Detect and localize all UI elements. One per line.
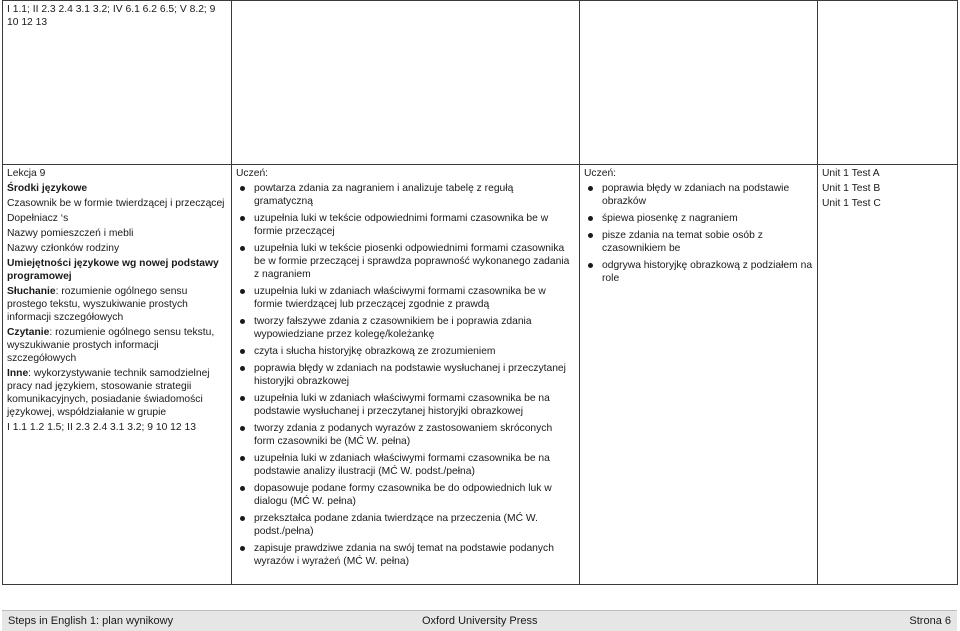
bullet-icon [240,186,245,191]
bullet-icon [588,186,593,191]
list-item-text: odgrywa historyjkę obrazkową z podziałem na role [602,260,813,284]
unit-test-b: Unit 1 Test B [822,183,881,194]
student-heading: Uczeń: [236,168,269,179]
list-item-text: tworzy zdania z podanych wyrazów z zastosowaniem skróconych form czasowniki be (MĆ W. pełna) [254,423,553,447]
outcomes-extended-list [584,182,813,285]
unit-test-c: Unit 1 Test C [822,198,881,209]
list-item [236,212,575,238]
unit-test-a: Unit 1 Test A [822,168,880,179]
prev-lesson-codes: I 1.1; II 2.3 2.4 3.1 3.2; IV 6.1 6.2 6.5; V 8.2; 9 10 12 13 [7,4,216,28]
list-item-text: poprawia błędy w zdaniach na podstawie obrazków [602,183,790,207]
list-item-text: uzupełnia luki w tekście piosenki odpowiednimi formami czasownika be w formie przeczącej i sprawdza poprawność wykonanego zadania z nagraniem [254,243,570,280]
student-heading: Uczeń: [584,168,617,179]
list-item-text: przekształca podane zdania twierdzące na przeczenia (MĆ W. podst./pełna) [254,513,538,537]
list-item-text: uzupełnia luki w tekście odpowiednimi formami czasownika be w formie przeczącej [254,213,549,237]
bullet-icon [240,456,245,461]
table-row [3,165,958,585]
footer-publisher: Oxford University Press [422,615,538,627]
skill-reading: Czytanie: rozumienie ogólnego sensu tekstu, wyszukiwanie prostych informacji szczegółowych [7,327,215,364]
bullet-icon [240,546,245,551]
list-item [236,242,575,281]
bullet-icon [588,263,593,268]
list-item [236,482,575,508]
list-item [584,182,813,208]
lesson-title: Lekcja 9 [7,168,46,179]
list-item [236,512,575,538]
prev-lesson-codes-cell [3,1,232,165]
footer-page-number: Strona 6 [909,615,951,627]
bullet-icon [240,396,245,401]
footer-title: Steps in English 1: plan wynikowy [8,615,174,627]
lesson-line: Nazwy członków rodziny [7,243,120,254]
list-item-text: powtarza zdania za nagraniem i analizuje tabelę z regułą gramatyczną [254,183,514,207]
list-item-text: dopasowuje podane formy czasownika be do odpowiednich luk w dialogu (MĆ W. pełna) [254,483,552,507]
section-language-heading: Środki językowe [7,183,88,194]
list-item [236,392,575,418]
bullet-icon [240,366,245,371]
list-item [236,285,575,311]
table-row [3,1,958,165]
list-item-text: pisze zdania na temat sobie osób z czasownikiem be [602,230,763,254]
list-item-text: poprawia błędy w zdaniach na podstawie wysłuchanej i przeczytanej historyjki obrazkowej [254,363,566,387]
lesson-plan-table [2,0,958,585]
skill-listening: Słuchanie: rozumienie ogólnego sensu prostego tekstu, wyszukiwanie prostych informacji szczegółowych [7,286,188,323]
bullet-icon [240,246,245,251]
list-item-text: zapisuje prawdziwe zdania na swój temat na podstawie podanych wyrazów i wyrażeń (MĆ W. pełna) [254,543,554,567]
outcomes-basic-list [236,182,575,568]
empty-cell [232,1,580,165]
outcomes-basic-cell [232,165,580,585]
bullet-icon [240,319,245,324]
list-item [584,229,813,255]
skill-other: Inne: wykorzystywanie technik samodzielnej pracy nad językiem, stosowanie strategii komunikacyjnych, posiadanie świadomości językowej, współdziałanie w grupie [7,368,210,418]
lesson-cell [3,165,232,585]
list-item [236,542,575,568]
list-item [236,182,575,208]
list-item [236,362,575,388]
bullet-icon [588,233,593,238]
list-item [236,345,575,358]
list-item-text: uzupełnia luki w zdaniach właściwymi formami czasownika be na podstawie wysłuchanej i przeczytanej historyjki obrazkowej [254,393,550,417]
outcomes-extended-cell [580,165,818,585]
bullet-icon [588,216,593,221]
list-item-text: uzupełnia luki w zdaniach właściwymi formami czasownika be na podstawie analizy ilustracji (MĆ W. podst./pełna) [254,453,550,477]
empty-cell [818,1,958,165]
section-skills-heading: Umiejętności językowe wg nowej podstawy programowej [7,258,219,282]
lesson-line: Czasownik be w formie twierdzącej i przeczącej [7,198,225,209]
list-item [584,259,813,285]
list-item-text: uzupełnia luki w zdaniach właściwymi formami czasownika be w formie twierdzącej lub przeczącej zgodnie z prawdą [254,286,546,310]
list-item-text: śpiewa piosenkę z nagraniem [602,213,738,224]
lesson-line: Dopełniacz ‘s [7,213,69,224]
bullet-icon [240,486,245,491]
list-item [236,315,575,341]
list-item [584,212,813,225]
units-cell [818,165,958,585]
bullet-icon [240,516,245,521]
empty-cell [580,1,818,165]
lesson-codes: I 1.1 1.2 1.5; II 2.3 2.4 3.1 3.2; 9 10 12 13 [7,422,196,433]
list-item-text: czyta i słucha historyjkę obrazkową ze zrozumieniem [254,346,496,357]
list-item [236,422,575,448]
list-item-text: tworzy fałszywe zdania z czasownikiem be i poprawia zdania wypowiedziane przez kolegę/koleżankę [254,316,532,340]
bullet-icon [240,426,245,431]
bullet-icon [240,216,245,221]
lesson-line: Nazwy pomieszczeń i mebli [7,228,134,239]
bullet-icon [240,349,245,354]
page-footer [2,610,957,631]
list-item [236,452,575,478]
bullet-icon [240,289,245,294]
